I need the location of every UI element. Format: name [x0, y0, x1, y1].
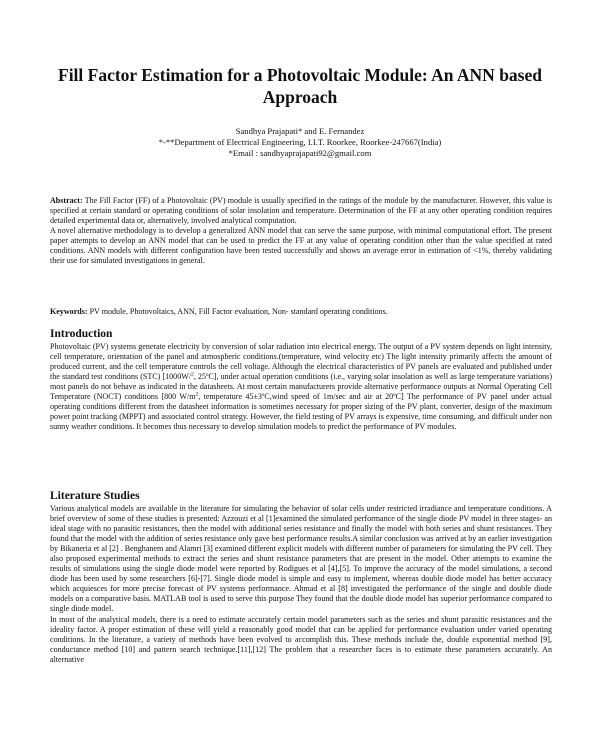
paper-title: Fill Factor Estimation for a Photovoltaic Module: An ANN based Approach — [58, 65, 542, 107]
abstract-label: Abstract: — [50, 196, 83, 205]
abstract-text-1: The Fill Factor (FF) of a Photovoltaic (PV) module is usually specified in the ratings of the module by the manufacturer. However, this value is specified at certain standard or operating conditions of solar insolation and temperature. Determination of the FF at any other operating condition requires detailed experimental data or, alternatively, involved analytical computation. — [50, 196, 552, 226]
author-email: *Email : sandhyaprajapati92@gmail.com — [228, 148, 372, 159]
literature-paragraph-1: Various analytical models are available in the literature for simulating the behavior of solar cells under restricted irradiance and temperature conditions. A brief overview of some of these studies is presented: Azzouzi et al [1]examined the simulated performance of the single diode PV model in three stages- an ideal stage with no parasitic resistances, then the model with additional series resistance and finally the model with both series and shunt resistances. They found that the model with the addition of series resistance only gave best performance results.A similar conclusion was arrived at by an earlier investigation by Bikaneria et al [2] . Benghanem and Alamri [3] examined different explicit models with different number of parameters for simulating the PV cell. They also proposed experimental methods to extract the series and shunt resistance parameters that are present in the model. Other attempts to examine the results of simulations using the single diode model were reported by Rodigues et al [4],[5]. To improve the accuracy of the model simulations, a second diode has been used by some researchers [6]-[7]. Single diode model is simple and easy to implement, whereas double diode model has better accuracy which acquiesces for more precise forecast of PV systems performance. Ahmad et al [8] investigated the performance of the single and double diode models on a comparative basis. MATLAB tool is used to serve this purpose They found that the double diode model has superior performance compared to single diode model. — [50, 504, 552, 614]
keywords-text: PV module, Photovoltaics, ANN, Fill Factor evaluation, Non- standard operating conditions. — [89, 307, 388, 316]
literature-body — [50, 504, 552, 665]
author-names: Sandhya Prajapati* and E. Fernandez — [235, 126, 365, 136]
literature-paragraph-2: In most of the analytical models, there is a need to estimate accurately certain model parameters such as the series and shunt parasitic resistances and the ideality factor. A proper estimation of these will yield a reasonably good model that can be applied for performance evaluation under varied operating conditions. In the literature, a variety of methods have been evolved to accomplish this. These methods include the, double exponential method [9], conductance method [10] and pattern search technique.[11],[12] The problem that a researcher faces is to estimate these parameters accurately. An alternative — [50, 614, 552, 664]
introduction-heading: Introduction — [50, 328, 113, 340]
author-block — [40, 126, 560, 160]
keywords-label: Keywords: — [50, 307, 88, 316]
abstract-paragraph-2: A novel alternative methodology is to develop a generalized ANN model that can serve the same purpose, with minimal computational effort. The present paper attempts to develop an ANN model that can be used to predict the FF at any value of operating condition other than the value specified at rated conditions. ANN models with different configuration have been tested successfully and shows an average error in estimation of <1%, thereby validating their use for simulated investigations in general. — [50, 226, 552, 266]
introduction-paragraph: Photovoltaic (PV) systems generate electricity by conversion of solar radiation into electrical energy. The output of a PV system depends on light intensity, cell temperature, orientation of the panel and atmospheric conditions.(temperature, wind velocity etc) The light intensity primarily affects the amount of produced current, and the cell temperature controls the cell voltage. Although the electrical characteristics of PV panels are evaluated and published under the standard test conditions (STC) [1000W/$^2$, 25ºC], under actual operation conditions (i.e., varying solar insolation as well as large temperature variations) most panels do not behave as indicated in the datasheets. At most certain manufacturers provide alternative performance outputs at Normal Operating Cell Temperature (NOCT) conditions [800 $W/m^2$, temperature 45±3ºC,wind speed of 1m/sec and air at 20ºC] The performance of PV panel under actual operating conditions different from the datasheet information is sometimes necessary for proper sizing of the PV plant, converter, design of the maximum power point tracking (MPPT) and associated control strategy. However, the field testing of PV arrays is expensive, time consuming, and difficult under non sunny weather conditions. It becomes thus necessary to develop simulation models to predict the performance of PV modules. — [50, 342, 552, 432]
literature-heading: Literature Studies — [50, 490, 140, 502]
author-affiliation: *-**Department of Electrical Engineering, I.I.T. Roorkee, Roorkee-247667(India) — [158, 137, 442, 148]
introduction-body — [50, 342, 552, 432]
abstract-paragraph-1 — [50, 196, 552, 226]
keywords — [50, 307, 552, 317]
abstract — [50, 196, 552, 266]
